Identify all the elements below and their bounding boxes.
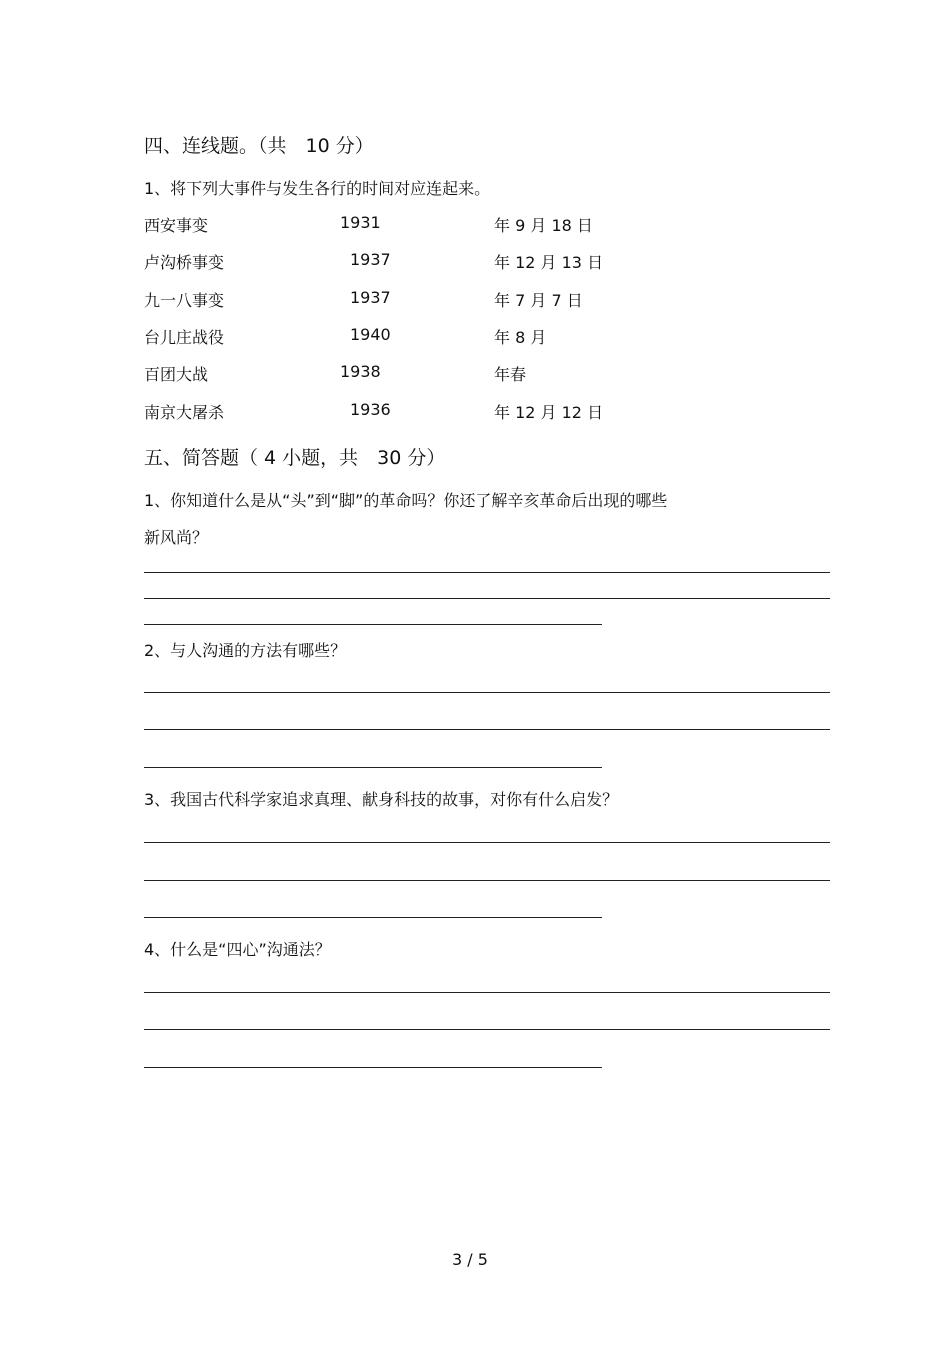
year-label: 1937 [350, 288, 391, 307]
answer-line[interactable] [144, 572, 830, 573]
answer-line[interactable] [144, 624, 602, 625]
answer-line[interactable] [144, 1029, 830, 1030]
event-label: 西安事变 [144, 216, 209, 235]
event-label: 南京大屠杀 [144, 403, 225, 422]
answer-line[interactable] [144, 767, 602, 768]
section4-heading: 四、连线题。（共 10 分） [144, 135, 374, 157]
year-label: 1931 [340, 213, 381, 232]
answer-line[interactable] [144, 692, 830, 693]
answer-line[interactable] [144, 598, 830, 599]
page-number: 3 / 5 [452, 1250, 488, 1269]
answer-line[interactable] [144, 842, 830, 843]
question-1-line1: 1、你知道什么是从“头”到“脚”的革命吗？你还了解辛亥革命后出现的哪些 [144, 491, 668, 510]
event-label: 九一八事变 [144, 291, 225, 310]
year-label: 1937 [350, 250, 391, 269]
year-label: 1940 [350, 325, 391, 344]
section5-heading: 五、简答题（ 4 小题，共 30 分） [144, 447, 446, 469]
question-1-line2: 新风尚？ [144, 528, 209, 547]
date-label: 年 7 月 7 日 [494, 291, 583, 310]
answer-line[interactable] [144, 1067, 602, 1068]
question-3: 3、我国古代科学家追求真理、献身科技的故事，对你有什么启发？ [144, 790, 619, 809]
question-4: 4、什么是“四心”沟通法？ [144, 940, 331, 959]
answer-line[interactable] [144, 917, 602, 918]
date-label: 年 8 月 [494, 328, 547, 347]
answer-line[interactable] [144, 729, 830, 730]
date-label: 年 12 月 13 日 [494, 253, 604, 272]
date-label: 年春 [494, 365, 527, 384]
year-label: 1938 [340, 362, 381, 381]
date-label: 年 12 月 12 日 [494, 403, 604, 422]
answer-line[interactable] [144, 880, 830, 881]
question-2: 2、与人沟通的方法有哪些？ [144, 641, 347, 660]
matching-question: 1、将下列大事件与发生各行的时间对应连起来。 [144, 179, 491, 198]
event-label: 卢沟桥事变 [144, 253, 225, 272]
year-label: 1936 [350, 400, 391, 419]
answer-line[interactable] [144, 992, 830, 993]
date-label: 年 9 月 18 日 [494, 216, 593, 235]
event-label: 百团大战 [144, 365, 209, 384]
event-label: 台儿庄战役 [144, 328, 225, 347]
